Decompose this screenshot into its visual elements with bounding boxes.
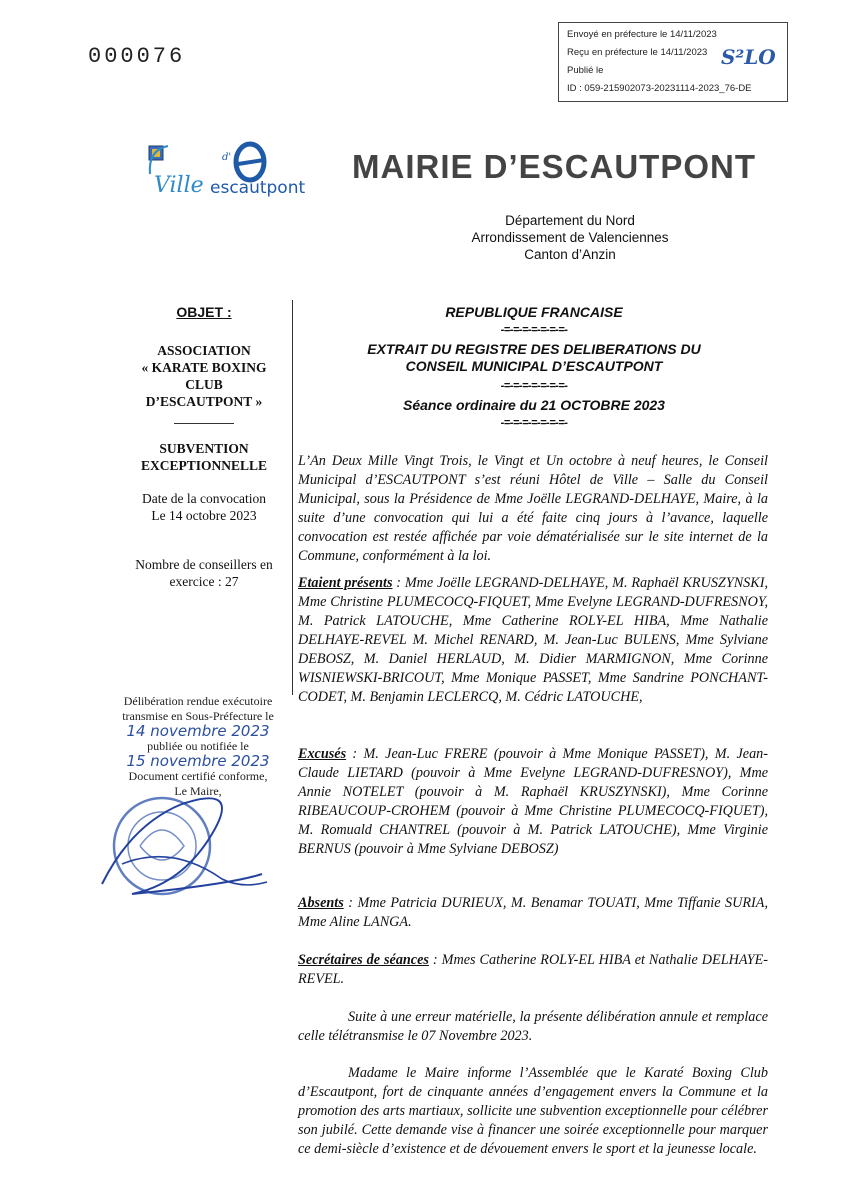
republique-heading: REPUBLIQUE FRANCAISE [445,304,623,320]
erreur-paragraph: Suite à une erreur matérielle, la présente délibération annule et remplace celle télétransmise le 07 Novembre 2023. [298,1009,768,1044]
extrait-heading [298,341,770,375]
conseillers-value: exercice : 27 [169,574,239,589]
association-line: « KARATE BOXING [141,360,267,375]
maire-informe-paragraph: Madame le Maire informe l’Assemblée que le Karaté Boxing Club d’Escautpont, fort de cinquante années d’engagement envers la Commune et la promotion des arts martiaux, sollicite une subvention exceptionnelle pour célébrer son jubilé. Cette demande vise à financer une soirée exceptionnelle pour marquer ce demi-siècle d’existence et de dévouement envers le sport et la jeunesse locale. [298,1065,768,1157]
separator: -=-=-=-=-=-=-=- [500,324,568,336]
excuses-paragraph [298,745,768,859]
logo-small: d' [222,152,232,163]
execution-line: Délibération rendue exécutoire [123,694,273,708]
divider [174,423,234,424]
date-label: Date de la convocation [141,491,267,506]
stamp-received: Reçu en préfecture le 14/11/2023 [567,47,708,58]
document-number: 000076 [88,44,186,69]
extrait-line: CONSEIL MUNICIPAL D’ESCAUTPONT [405,358,663,374]
execution-line: publiée ou notifiée le [147,739,249,753]
absents-label: Absents [298,895,344,911]
stamp-signature: S²LO [721,45,776,69]
execution-line: transmise en Sous-Préfecture le [122,709,274,723]
subvention-title [118,440,290,474]
mairie-seal-and-signature [92,784,272,914]
convocation-date [118,490,290,524]
conseillers-count [118,556,290,590]
logo-prefix: Ville [154,173,204,198]
departement: Département du Nord [505,213,635,228]
administrative-header [420,212,720,263]
seance-heading: Séance ordinaire du 21 OCTOBRE 2023 [403,397,665,413]
excuses-label: Excusés [298,746,347,762]
subvention-line: SUBVENTION [159,441,249,456]
secretaires-paragraph [298,951,768,989]
handwritten-date: 14 novembre 2023 [126,722,270,740]
column-divider [292,300,293,695]
stamp-published: Publié le [567,65,604,76]
logo-name: escautpont [210,178,306,198]
execution-line: Le Maire, [174,784,222,798]
prefecture-stamp [558,22,788,102]
separator: -=-=-=-=-=-=-=- [500,380,568,392]
canton: Canton d’Anzin [524,247,616,262]
presents-paragraph [298,574,768,707]
page-title: MAIRIE D’ESCAUTPONT [352,148,757,185]
association-line: CLUB [185,377,223,392]
extrait-line: EXTRAIT DU REGISTRE DES DELIBERATIONS DU [367,341,701,357]
excuses-list: : M. Jean-Luc FRERE (pouvoir à Mme Monique PASSET), M. Jean-Claude LIETARD (pouvoir à Mme Evelyne LEGRAND-DUFRESNOY), Mme Annie NOTELET (pouvoir à M. Raphaël KRUSZYNSKI), Mme Corinne RIBEAUCOUP-CROHEM (pouvoir à Mme Christine PLUMECOCQ-FIQUET), M. Romuald CHANTREL (pouvoir à M. Patrick LATOUCHE), Mme Virginie BERNUS (pouvoir à Mme Sylviane DEBOSZ) [298,746,768,857]
date-value: Le 14 octobre 2023 [151,508,257,523]
absents-list: : Mme Patricia DURIEUX, M. Benamar TOUATI, Mme Tiffanie SURIA, Mme Aline LANGA. [298,895,768,930]
arrondissement: Arrondissement de Valenciennes [471,230,669,245]
secretaires-label: Secrétaires de séances [298,952,429,968]
subvention-line: EXCEPTIONNELLE [140,458,268,473]
presents-list: : Mme Joëlle LEGRAND-DELHAYE, M. Raphaël KRUSZYNSKI, Mme Christine PLUMECOCQ-FIQUET, Mme Evelyne LEGRAND-DUFRESNOY, M. Patrick LATOUCHE, Mme Catherine ROLY-EL HIBA, Mme Nathalie DELHAYE-REVEL M. Michel RENARD, M. Jean-Luc BULENS, Mme Sylviane DEBOSZ, M. Daniel HERLAUD, M. Didier MARMIGNON, Mme Corinne WISNIEWSKI-BRICOUT, Mme Monique PASSET, Mme Sandrine PONCHANT-CODET, M. Benjamin LECLERCQ, M. Cédric LATOUCHE, [298,575,768,705]
execution-line: Document certifié conforme, [128,769,268,783]
absents-paragraph [298,894,768,932]
separator: -=-=-=-=-=-=-=- [500,417,568,429]
conseillers-label: Nombre de conseillers en [135,557,273,572]
intro-paragraph: L’An Deux Mille Vingt Trois, le Vingt et Un octobre à neuf heures, le Conseil Municipal d’ESCAUTPONT s’est réuni Hôtel de Ville – Salle du Conseil Municipal, sous la Présidence de Mme Joëlle LEGRAND-DELHAYE, Maire, à la suite d’une convocation qui lui a été faite cinq jours à l’avance, laquelle convocation est restée affichée par voie dématérialisée sur le site internet de la Commune, conformément à la loi. [298,453,768,564]
stamp-id: ID : 059-215902073-20231114-2023_76-DE [567,83,752,94]
association-line: D’ESCAUTPONT » [145,394,263,409]
secretaires-list: : Mmes Catherine ROLY-EL HIBA et Nathalie DELHAYE-REVEL. [298,952,769,987]
stamp-sent: Envoyé en préfecture le 14/11/2023 [567,29,717,40]
objet-label: OBJET : [176,304,232,320]
association-title [118,342,290,410]
presents-label: Etaient présents [298,575,393,591]
town-logo [142,140,320,202]
handwritten-date: 15 novembre 2023 [126,752,270,770]
association-line: ASSOCIATION [157,343,251,358]
